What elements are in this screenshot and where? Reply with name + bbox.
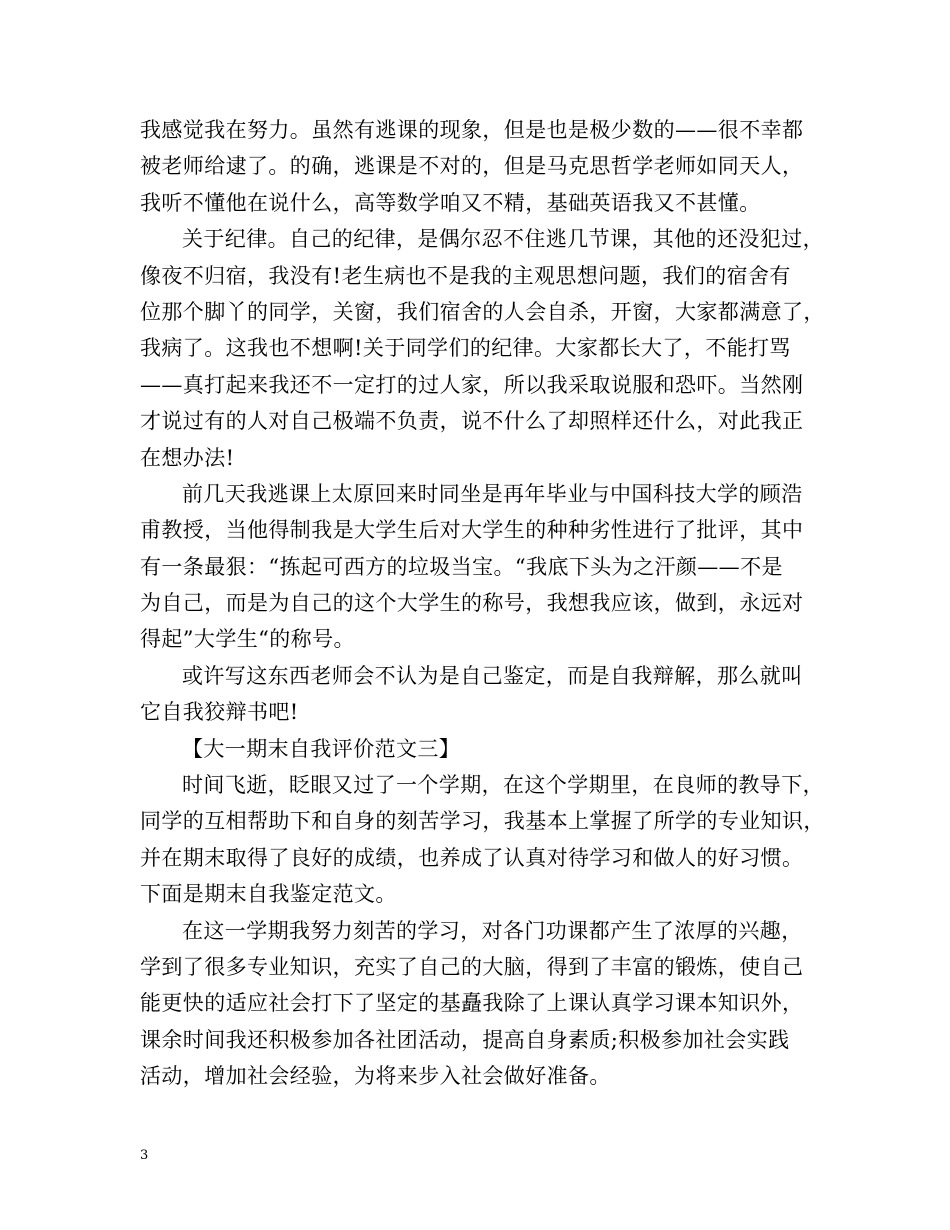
text-line: ——真打起来我还不一定打的过人家，所以我采取说服和恐吓。当然刚 <box>140 372 804 397</box>
text-line: 才说过有的人对自己极端不负责，说不什么了却照样还什么，对此我正 <box>140 409 804 434</box>
text-line: 得起”大学生“的称号。 <box>140 627 355 652</box>
section-heading: 【大一期末自我评价范文三】 <box>182 736 461 761</box>
paragraph-first-line: 时间飞逝，眨眼又过了一个学期，在这个学期里，在良师的教导下， <box>182 773 824 798</box>
text-line: 在想办法! <box>140 445 235 470</box>
text-line: 活动，增加社会经验，为将来步入社会做好准备。 <box>140 1064 611 1089</box>
paragraph-first-line: 前几天我逃课上太原回来时同坐是再年毕业与中国科技大学的顾浩 <box>182 481 803 506</box>
text-line: 为自己，而是为自己的这个大学生的称号，我想我应该，做到，永远对 <box>140 591 804 616</box>
text-line: 能更快的适应社会打下了坚定的基矗我除了上课认真学习课本知识外， <box>140 991 804 1016</box>
text-line: 位那个脚丫的同学，关窗，我们宿舍的人会自杀，开窗，大家都满意了， <box>140 299 825 324</box>
paragraph-first-line: 或许写这东西老师会不认为是自己鉴定，而是自我辩解，那么就叫 <box>182 663 803 688</box>
paragraph-first-line: 在这一学期我努力刻苦的学习，对各门功课都产生了浓厚的兴趣， <box>182 918 803 943</box>
text-line: 被老师给逮了。的确，逃课是不对的，但是马克思哲学老师如同天人， <box>140 154 804 179</box>
text-line: 它自我狡辩书吧! <box>140 700 299 725</box>
page-number: 3 <box>140 1148 149 1163</box>
text-line: 我感觉我在努力。虽然有逃课的现象，但是也是极少数的——很不幸都 <box>140 118 804 142</box>
text-line: 下面是期末自我鉴定范文。 <box>140 882 397 907</box>
text-line: 并在期末取得了良好的成绩，也养成了认真对待学习和做人的好习惯。 <box>140 845 804 870</box>
text-line: 学到了很多专业知识，充实了自己的大脑，得到了丰富的锻炼，使自己 <box>140 954 804 979</box>
text-line: 甫教授，当他得制我是大学生后对大学生的种种劣性进行了批评，其中 <box>140 518 804 543</box>
text-line: 有一条最狠：“拣起可西方的垃圾当宝。“我底下头为之汗颜——不是 <box>140 554 783 579</box>
text-line: 我病了。这我也不想啊!关于同学们的纪律。大家都长大了，不能打骂 <box>140 336 791 361</box>
body-text <box>140 112 825 1095</box>
text-line: 课余时间我还积极参加各社团活动，提高自身素质;积极参加社会实践 <box>140 1027 790 1052</box>
text-line: 像夜不归宿，我没有!老生病也不是我的主观思想问题，我们的宿舍有 <box>140 263 791 288</box>
text-line: 同学的互相帮助下和自身的刻苦学习，我基本上掌握了所学的专业知识， <box>140 809 825 834</box>
paragraph-first-line: 关于纪律。自己的纪律，是偶尔忍不住逃几节课，其他的还没犯过， <box>182 227 824 252</box>
text-line: 我听不懂他在说什么，高等数学咱又不精，基础英语我又不甚懂。 <box>140 190 761 215</box>
